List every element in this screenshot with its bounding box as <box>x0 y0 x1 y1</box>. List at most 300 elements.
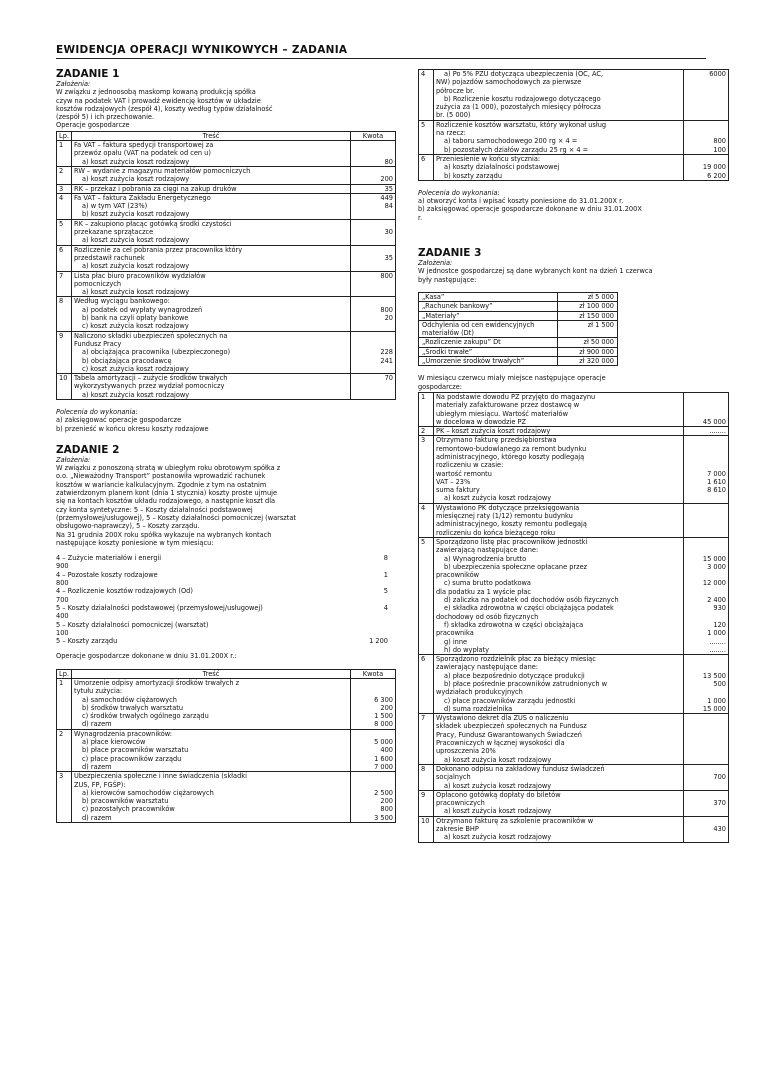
table-row <box>57 271 396 297</box>
amount-line <box>686 765 726 773</box>
amount-line: 6000 <box>709 70 726 78</box>
row-number: 6 <box>57 245 72 271</box>
amount-line: 449 <box>380 193 393 202</box>
description-line: a) koszt zużycia koszt rodzajowy <box>82 262 190 271</box>
task2-table <box>56 669 396 823</box>
row-number: 3 <box>57 184 72 193</box>
amount-line <box>686 807 726 815</box>
table-row <box>57 331 396 373</box>
amount-line: 930 <box>713 604 726 613</box>
amount-line: 2 400 <box>707 596 726 605</box>
amount-line <box>686 121 726 129</box>
text-line: Na 31 grudnia 200X roku spółka wykazuje na wybranych kontach <box>56 530 272 539</box>
row-number: 6 <box>419 154 434 180</box>
table-row <box>419 120 729 154</box>
row-number: 1 <box>57 679 72 730</box>
row-number: 4 <box>419 70 434 121</box>
balance-label: 5 – Koszty działalności podstawowej (przemysłowej/usługowej) <box>56 603 263 612</box>
task3-balances <box>418 292 618 366</box>
table-row <box>57 166 396 184</box>
balance-label: 5 – Koszty zarządu <box>56 637 118 646</box>
text-line: kosztów rodzajowych (zespół 4), koszty według typów działalność <box>56 104 273 113</box>
text-line: r. <box>418 213 423 222</box>
amount-line: 7 000 <box>374 762 393 771</box>
task3-table <box>418 392 729 843</box>
row-amount <box>351 772 396 823</box>
row-number: 10 <box>419 816 434 842</box>
description-line: dochodowy od osób fizycznych <box>436 612 539 621</box>
row-amount <box>351 297 396 331</box>
amount-line: 6 200 <box>707 171 726 180</box>
description-line: składek ubezpieczeń społecznych na Fundusz <box>436 722 587 731</box>
task2-ops-label: Operacje gospodarcze dokonane w dniu 31.01.200X r.: <box>56 652 237 661</box>
amount-line <box>686 529 726 537</box>
description-line: a) obciążająca pracownika (ubezpieczonego) <box>82 348 231 357</box>
row-number: 5 <box>419 120 434 154</box>
amount-line <box>686 512 726 520</box>
description-line: a) koszt zużycia koszt rodzajowy <box>444 494 552 503</box>
description-line: Fundusz Pracy <box>74 339 122 348</box>
amount-line: 5 000 <box>374 738 393 747</box>
description-line: zawierającą następujące dane: <box>436 546 539 555</box>
description-line: pracownika <box>436 629 474 638</box>
amount-line <box>686 747 726 755</box>
balance-row <box>419 311 618 320</box>
task3-intro <box>418 267 729 284</box>
description-line: Ubezpieczenia społeczne i inne świadczenia (składki <box>74 772 247 781</box>
description-line: a) taboru samochodowego 200 rg × 4 = <box>444 137 578 146</box>
row-description <box>72 184 351 193</box>
description-line: f) składka zdrowotna w części obciążająca <box>444 620 584 629</box>
description-line: d) razem <box>82 762 112 771</box>
amount-line <box>686 817 726 825</box>
col-kwota: Kwota <box>351 669 396 678</box>
row-amount <box>684 427 729 436</box>
amount-line <box>686 756 726 764</box>
text-line: b) przenieść w końcu okresu koszty rodzajowe <box>56 424 209 433</box>
description-line: przewóz opału (VAT na podatek od cen u) <box>74 149 211 158</box>
description-line: na rzecz: <box>436 129 466 138</box>
row-description <box>434 816 684 842</box>
balance-row <box>419 338 618 347</box>
balance-label: 4 – Rozliczenie kosztów rodzajowych (Od) <box>56 587 193 596</box>
description-line: przekazane sprzątaczce <box>74 228 154 237</box>
balance-value: zł 1 500 <box>558 320 618 338</box>
amount-line: 500 <box>713 680 726 688</box>
amount-line <box>686 538 726 546</box>
row-description <box>72 141 351 167</box>
row-description <box>72 331 351 373</box>
amount-line <box>353 262 393 270</box>
description-line: suma faktury <box>436 486 480 495</box>
amount-line: 1 000 <box>707 696 726 705</box>
table-row <box>419 537 729 654</box>
text-line: b) zaksięgować operacje gospodarcze dokonane w dniu 31.01.200X <box>418 205 642 214</box>
task1-intro <box>56 88 396 121</box>
description-line: b) obciążająca pracodawcę <box>82 356 172 365</box>
amount-line <box>686 445 726 453</box>
description-line: a) w tym VAT (23%) <box>82 202 148 211</box>
amount-line: 800 <box>380 305 393 314</box>
row-description <box>72 679 351 730</box>
task1-assumptions-label: Założenia: <box>56 80 91 88</box>
amount-line: 12 000 <box>702 579 726 588</box>
text-line: były następujące: <box>418 275 477 284</box>
balance-value <box>388 621 396 629</box>
amount-line: 70 <box>384 374 393 383</box>
balance-continuation: 400 <box>56 612 69 621</box>
row-amount <box>684 392 729 426</box>
description-line: Przeniesienie w końcu stycznia: <box>436 154 541 163</box>
amount-line <box>686 782 726 790</box>
row-description <box>434 714 684 765</box>
balance-value: zł 320 000 <box>558 357 618 366</box>
text-line: się na kontach kosztów układu rodzajowego, a następnie koszt dla <box>56 497 276 506</box>
description-line: c) koszt zużycia koszt rodzajowy <box>82 322 189 331</box>
description-line: Wystawiono dekret dla ZUS o naliczeniu <box>436 714 569 723</box>
amount-line <box>686 663 726 671</box>
row-description <box>72 166 351 184</box>
row-number: 7 <box>57 271 72 297</box>
description-line: c) środków trwałych ogólnego zarządu <box>82 712 209 721</box>
balance-row <box>419 302 618 311</box>
row-amount <box>684 816 729 842</box>
balance-label: „Materiały” <box>419 311 558 320</box>
text-line: a) otworzyć konta i wpisać koszty poniesione do 31.01.200X r. <box>418 197 624 206</box>
table-row <box>57 729 396 771</box>
description-line: zawierający następujące dane: <box>436 663 539 672</box>
amount-line <box>353 246 393 254</box>
description-line: remontowo-budowlanego za remont budynku <box>436 444 587 453</box>
description-line: Rozliczenie kosztów warsztatu, który wykonał usług <box>436 120 607 129</box>
description-line: a) podatek od wypłaty wynagrodzeń <box>82 305 203 314</box>
description-line: PK – koszt zużycia koszt rodzajowy <box>436 427 551 436</box>
description-line: b) bank na czyli opłaty bankowe <box>82 314 189 323</box>
description-line: administracyjnego, którego koszty podlegają <box>436 452 585 461</box>
table-row <box>57 219 396 245</box>
amount-line <box>686 461 726 469</box>
amount-line: 15 000 <box>702 554 726 563</box>
description-line: Pracy, Fundusz Gwarantowanych Świadczeń <box>436 730 582 739</box>
balance-value: 1 <box>383 570 388 579</box>
table-row <box>57 297 396 331</box>
table-row <box>419 816 729 842</box>
description-line: a) koszt zużycia koszt rodzajowy <box>82 390 190 399</box>
amount-line: 200 <box>380 703 393 712</box>
description-line: b) Rozliczenie kosztu rodzajowego dotyczącego <box>444 94 601 103</box>
description-line: Sporządzono rozdzielnik płac za bieżący miesiąc <box>436 655 596 664</box>
row-description <box>434 120 684 154</box>
amount-line: 120 <box>713 620 726 629</box>
description-line: c) płace pracowników zarządu jednostki <box>444 696 576 705</box>
amount-line <box>686 410 726 418</box>
balance-value: zł 900 000 <box>558 347 618 356</box>
row-number: 2 <box>57 166 72 184</box>
text-line: (przemysłowej/usługowej), 5 – Koszty działalności pomocniczej (warsztat <box>56 513 296 522</box>
row-description <box>434 764 684 790</box>
row-description <box>434 537 684 654</box>
description-line: uproszczenia 20% <box>436 747 496 756</box>
amount-line <box>686 731 726 739</box>
task2-assumptions-label: Założenia: <box>56 455 91 464</box>
amount-line <box>353 236 393 244</box>
amount-line: 430 <box>713 825 726 834</box>
row-amount <box>351 141 396 167</box>
amount-line: 35 <box>384 253 393 262</box>
text-line: obsługowo-naprawczy), 5 – Koszty zarządu. <box>56 522 200 531</box>
amount-line: 800 <box>713 137 726 146</box>
row-number: 1 <box>419 392 434 426</box>
row-description <box>434 70 684 121</box>
description-line: a) Po 5% PZU dotycząca ubezpieczenia (OC, AC, <box>444 70 604 78</box>
amount-line <box>353 297 393 305</box>
amount-line: 3 500 <box>374 813 393 822</box>
row-amount <box>351 331 396 373</box>
amount-line: 35 <box>384 184 393 193</box>
row-amount <box>351 374 396 400</box>
description-line: Tabela amortyzacji – zużycie środków trwałych <box>74 374 228 383</box>
table-row <box>419 764 729 790</box>
row-amount <box>684 436 729 503</box>
description-line: ubiegłym miesiącu. Wartość materiałów <box>436 409 568 418</box>
amount-line <box>353 141 393 149</box>
amount-line: 19 000 <box>702 163 726 172</box>
amount-line: 400 <box>380 746 393 755</box>
description-line: Fa VAT – faktura Zakładu Energetycznego <box>74 193 211 202</box>
row-amount <box>351 679 396 730</box>
description-line: b) płace pośrednie pracowników zatrudnionych w <box>444 680 608 688</box>
balance-item <box>56 637 396 645</box>
task2-table-continued <box>418 69 729 181</box>
description-line: pomocniczych <box>74 279 122 288</box>
balance-label: Odchylenia od cen ewidencyjnych materiałów (Dt) <box>419 320 558 338</box>
balance-item <box>56 587 396 595</box>
description-line: Opłacono gotówką dopłaty do biletów <box>436 790 561 799</box>
description-line: b) ubezpieczenia społeczne opłacane przez <box>444 562 588 571</box>
amount-line <box>353 322 393 330</box>
col-kwota: Kwota <box>351 131 396 140</box>
description-line: miesięcznej raty (1/12) remontu budynku <box>436 512 573 521</box>
amount-line <box>353 210 393 218</box>
amount-line: 3 000 <box>707 562 726 571</box>
description-line: a) koszt zużycia koszt rodzajowy <box>444 781 552 790</box>
description-line: a) koszt zużycia koszt rodzajowy <box>444 755 552 764</box>
description-line: b) koszt zużycia koszt rodzajowy <box>82 210 190 219</box>
row-amount <box>351 166 396 184</box>
amount-line <box>686 722 726 730</box>
table-row <box>57 374 396 400</box>
row-amount <box>684 120 729 154</box>
description-line: d) zaliczka na podatek od dochodów osób fizycznych <box>444 596 619 605</box>
row-description <box>72 772 351 823</box>
balance-continuation: 800 <box>56 579 69 588</box>
amount-line <box>686 393 726 401</box>
row-number: 5 <box>57 219 72 245</box>
description-line: rozliczeniu w czasie: <box>436 461 504 470</box>
amount-line <box>686 78 726 86</box>
text-line: a) zaksięgować operacje gospodarcze <box>56 416 182 425</box>
amount-line: 15 000 <box>702 704 726 713</box>
description-line: a) koszt zużycia koszt rodzajowy <box>444 807 552 816</box>
task1-table <box>56 131 396 400</box>
description-line: RK – przekaz i pobrania za cięgi na zakup druków <box>74 184 237 193</box>
amount-line <box>353 781 393 789</box>
description-line: Fa VAT – faktura spedycji transportowej za <box>74 141 214 150</box>
description-line: b) pracowników warsztatu <box>82 797 169 806</box>
amount-line: 20 <box>384 314 393 323</box>
table-row <box>57 772 396 823</box>
amount-line <box>686 655 726 663</box>
row-description <box>72 271 351 297</box>
row-amount <box>684 764 729 790</box>
table-row <box>57 184 396 193</box>
row-description <box>434 154 684 180</box>
row-description <box>434 436 684 503</box>
row-number: 7 <box>419 714 434 765</box>
amount-line <box>353 679 393 687</box>
amount-line <box>353 280 393 288</box>
text-line: (zespół 5) i ich przechowanie. <box>56 113 155 122</box>
balance-label: 4 – Zużycie materiałów i energii <box>56 554 162 563</box>
description-line: a) koszt zużycia koszt rodzajowy <box>82 288 190 297</box>
description-line: pracowników <box>436 571 480 580</box>
task1-heading: ZADANIE 1 <box>56 68 120 80</box>
text-line: zatwierdzonym planem kont (dnia 1 stycznia) koszty proste ujmuje <box>56 489 278 498</box>
amount-line <box>686 739 726 747</box>
table-row <box>419 436 729 503</box>
balance-value: 5 <box>383 587 388 596</box>
amount-line: 8 000 <box>374 720 393 729</box>
table-row <box>419 714 729 765</box>
description-line: a) koszt zużycia koszt rodzajowy <box>82 157 190 166</box>
description-line: b) pozostałych działów zarządu 25 rg × 4 = <box>444 145 589 154</box>
row-number: 3 <box>57 772 72 823</box>
description-line: Wystawiono PK dotyczące przeksięgowania <box>436 503 580 512</box>
table-row <box>57 141 396 167</box>
balance-row <box>419 357 618 366</box>
description-line: a) koszt zużycia koszt rodzajowy <box>444 833 552 842</box>
table-row <box>419 427 729 436</box>
table-row <box>57 245 396 271</box>
description-line: Naliczono składki ubezpieczeń społecznych na <box>74 331 228 340</box>
amount-line <box>353 288 393 296</box>
text-line: następujące koszty poniesione w tym miesiącu: <box>56 538 214 547</box>
amount-line: 800 <box>380 805 393 814</box>
task3-ops-intro <box>418 374 729 391</box>
amount-line: 45 000 <box>702 417 726 426</box>
description-line: a) płace kierowców <box>82 738 146 747</box>
amount-line <box>686 714 726 722</box>
balance-label: „Kasa” <box>419 292 558 301</box>
balance-value: zł 150 000 <box>558 311 618 320</box>
balance-item <box>56 554 396 562</box>
description-line: wykorzystywanych przez wydział pomocniczy <box>74 382 225 391</box>
balance-value: 1 200 <box>369 637 388 646</box>
right-column <box>418 68 729 844</box>
description-line: RK – zakupiono płacąc gotówką środki czystości <box>74 219 232 228</box>
col-tresc: Treść <box>72 131 351 140</box>
description-line: RW – wydanie z magazynu materiałów pomocniczych <box>74 166 251 175</box>
balance-item <box>56 621 396 629</box>
description-line: e) składka zdrowotna w części obciążająca podatek <box>444 604 614 613</box>
amount-line: 6 300 <box>374 695 393 704</box>
description-line: h) do wypłaty <box>444 645 490 654</box>
description-line: ZUS, FP, FGŚP): <box>74 780 126 789</box>
row-amount <box>351 193 396 219</box>
row-number: 4 <box>57 193 72 219</box>
amount-line <box>686 103 726 111</box>
description-line: Wynagrodzenia pracowników: <box>74 729 173 738</box>
row-number: 8 <box>57 297 72 331</box>
balance-label: 5 – Koszty działalności pomocniczej (warsztat) <box>56 620 209 629</box>
description-line: zużycia za (1 000), pozostałych miesięcy półrocza <box>436 103 601 112</box>
amount-line <box>353 772 393 780</box>
row-description <box>434 392 684 426</box>
balance-continuation: 700 <box>56 595 69 604</box>
amount-line: 7 000 <box>707 469 726 478</box>
amount-line: 1 000 <box>707 629 726 638</box>
description-line: c) płace pracowników zarządu <box>82 754 182 763</box>
balance-continuation: 100 <box>56 628 69 637</box>
task1-ops-label: Operacje gospodarcze <box>56 121 130 130</box>
description-line: c) suma brutto podatkowa <box>444 579 531 588</box>
row-amount <box>351 184 396 193</box>
balance-label: „Rachunek bankowy” <box>419 302 558 311</box>
task2-balances <box>56 554 396 645</box>
amount-line <box>686 111 726 119</box>
amount-line <box>353 220 393 228</box>
balance-value: zł 5 000 <box>558 292 618 301</box>
description-line: pracowniczych <box>436 799 485 808</box>
row-amount <box>684 714 729 765</box>
amount-line <box>686 155 726 163</box>
task3-heading: ZADANIE 3 <box>418 247 482 260</box>
amount-line: ........ <box>709 637 726 646</box>
amount-line <box>686 87 726 95</box>
row-amount <box>351 729 396 771</box>
description-line: VAT – 23% <box>436 477 471 486</box>
left-column <box>56 64 396 824</box>
amount-line: 13 500 <box>702 671 726 680</box>
description-line: c) pozostałych pracowników <box>82 805 175 814</box>
description-line: dla podatku za 1 wyście płac <box>436 587 532 596</box>
task3-assumptions-label: Założenia: <box>418 259 453 268</box>
description-line: g) inne <box>444 637 468 646</box>
row-description <box>72 374 351 400</box>
text-line: o.o. „Nieważodny Transport” postanowiła wprowadzić rachunek <box>56 472 266 481</box>
row-number: 9 <box>57 331 72 373</box>
table-row <box>57 679 396 730</box>
row-number: 5 <box>419 537 434 654</box>
balance-item <box>56 571 396 579</box>
task1-tasks-label: Polecenia do wykonania: <box>56 407 138 416</box>
description-line: b) płace pracowników warsztatu <box>82 746 189 755</box>
text-line: W jednostce gospodarczej są dane wybranych kont na dzień 1 czerwca <box>418 267 653 276</box>
description-line: Otrzymano fakturę przedsiębiorstwa <box>436 436 557 445</box>
task2-tasks-label: Polecenia do wykonania: <box>418 188 500 197</box>
row-number: 8 <box>419 764 434 790</box>
row-description <box>434 503 684 537</box>
description-line: Na podstawie dowodu PZ przyjęto do magazynu <box>436 392 596 401</box>
balance-label: „Rozliczenie zakupu” Dt <box>419 338 558 347</box>
row-description <box>434 427 684 436</box>
amount-line: 80 <box>384 157 393 166</box>
description-line: a) koszt zużycia koszt rodzajowy <box>82 175 190 184</box>
row-description <box>72 245 351 271</box>
text-line: gospodarcze: <box>418 382 463 391</box>
balance-item <box>56 604 396 612</box>
amount-line: 8 610 <box>707 486 726 495</box>
